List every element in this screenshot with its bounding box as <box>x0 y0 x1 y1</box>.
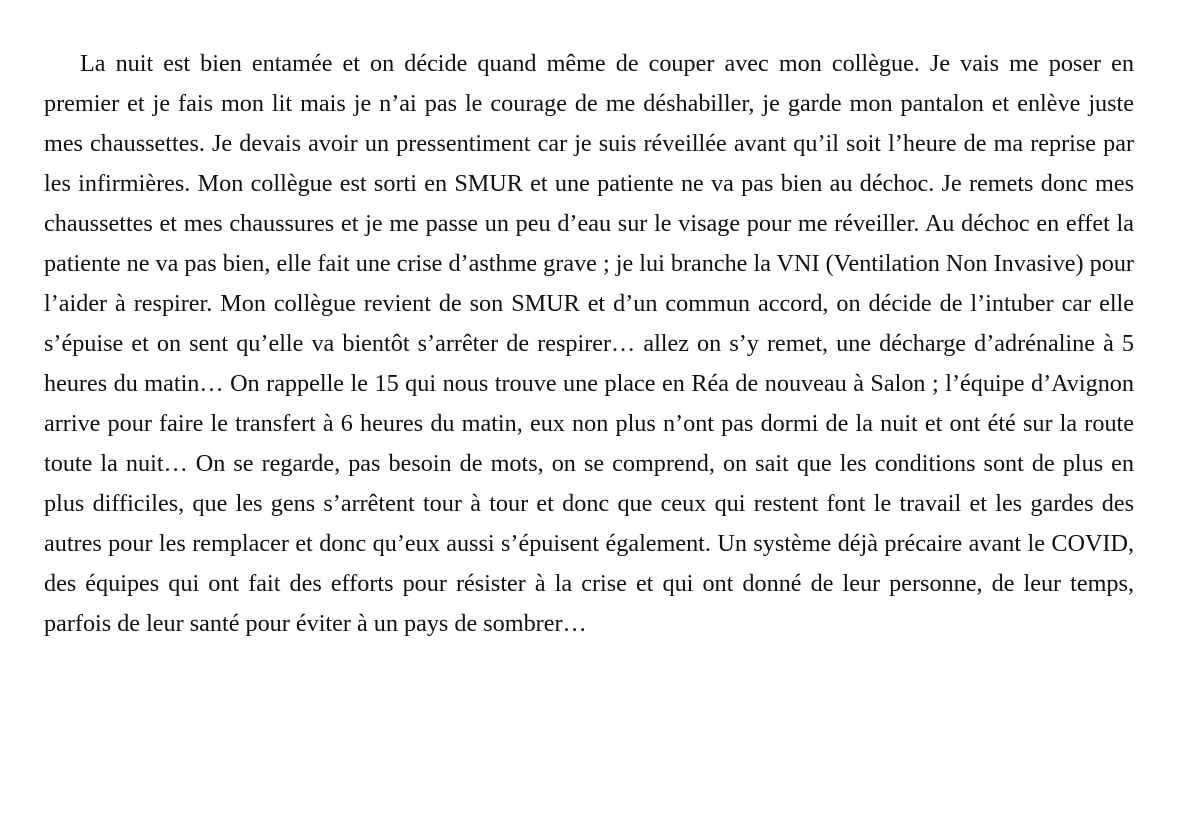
document-page <box>44 44 1134 644</box>
body-paragraph: La nuit est bien entamée et on décide quand même de couper avec mon collègue. Je vais me poser en premier et je fais mon lit mais je n’ai pas le courage de me déshabiller, je garde mon pantalon et enlève juste mes chaussettes. Je devais avoir un pressentiment car je suis réveillée avant qu’il soit l’heure de ma reprise par les infirmières. Mon collègue est sorti en SMUR et une patiente ne va pas bien au déchoc. Je remets donc mes chaussettes et mes chaussures et je me passe un peu d’eau sur le visage pour me réveiller. Au déchoc en effet la patiente ne va pas bien, elle fait une crise d’asthme grave ; je lui branche la VNI (Ventilation Non Invasive) pour l’aider à respirer. Mon collègue revient de son SMUR et d’un commun accord, on décide de l’intuber car elle s’épuise et on sent qu’elle va bientôt s’arrêter de respirer… allez on s’y remet, une décharge d’adrénaline à 5 heures du matin… On rappelle le 15 qui nous trouve une place en Réa de nouveau à Salon ; l’équipe d’Avignon arrive pour faire le transfert à 6 heures du matin, eux non plus n’ont pas dormi de la nuit et ont été sur la route toute la nuit… On se regarde, pas besoin de mots, on se comprend, on sait que les conditions sont de plus en plus difficiles, que les gens s’arrêtent tour à tour et donc que ceux qui restent font le travail et les gardes des autres pour les remplacer et donc qu’eux aussi s’épuisent également. Un système déjà précaire avant le COVID, des équipes qui ont fait des efforts pour résister à la crise et qui ont donné de leur personne, de leur temps, parfois de leur santé pour éviter à un pays de sombrer… <box>44 50 1134 637</box>
